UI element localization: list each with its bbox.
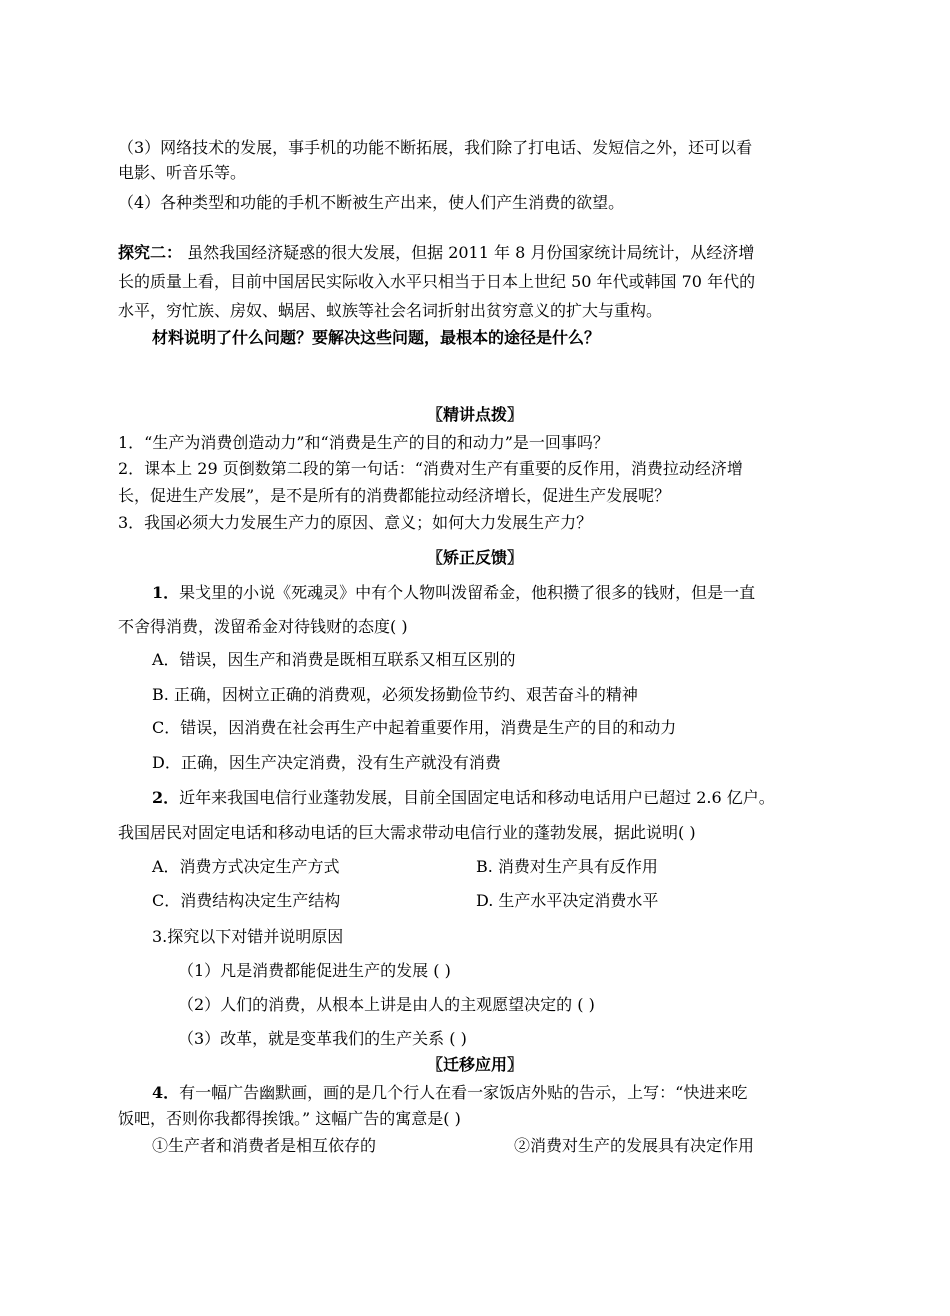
q2-text-1: 近年来我国电信行业蓬勃发展，目前全国固定电话和移动电话用户已超过 2.6 亿户。	[179, 788, 775, 807]
q1-line-1	[152, 581, 755, 605]
qianyi-heading: 〖迁移应用〗	[426, 1055, 523, 1074]
explore2-text-1: 虽然我国经济疑惑的很大发展，但据 2011 年 8 月份国家统计局统计，从经济增	[182, 243, 755, 262]
explore2-line-3: 水平，穷忙族、房奴、蜗居、蚁族等社会名词折射出贫穷意义的扩大与重构。	[118, 301, 663, 320]
jingjiang-item-3: 3．我国必须大力发展生产力的原因、意义；如何大力发展生产力？	[118, 513, 593, 532]
jingjiang-item-1: 1．“生产为消费创造动力”和“消费是生产的目的和动力”是一回事吗？	[118, 433, 609, 452]
jingjiang-item-2-line-2: 长，促进生产发展”，是不是所有的消费都能拉动经济增长，促进生产发展呢？	[118, 486, 671, 505]
explore2-question: 材料说明了什么问题？要解决这些问题，最根本的途径是什么？	[152, 328, 601, 347]
intro-point-3-line-2: 电影、听音乐等。	[118, 163, 247, 182]
q2-option-b: B. 消费对生产具有反作用	[476, 857, 658, 876]
q3-item-1: （1）凡是消费都能促进生产的发展 ( )	[178, 961, 451, 980]
explore2-label: 探究二：	[118, 243, 183, 262]
intro-point-3-line-1: （3）网络技术的发展，事手机的功能不断拓展，我们除了打电话、发短信之外，还可以看	[118, 138, 753, 157]
q4-text-1: 有一幅广告幽默画，画的是几个行人在看一家饭店外贴的告示，上写：“快进来吃	[179, 1083, 748, 1102]
q2-line-2: 我国居民对固定电话和移动电话的巨大需求带动电信行业的蓬勃发展，据此说明( )	[118, 823, 696, 842]
explore2-line-1	[118, 241, 754, 265]
q2-line-1	[152, 786, 775, 810]
q1-option-a: A．错误，因生产和消费是既相互联系又相互区别的	[152, 650, 516, 669]
q2-option-c: C．消费结构决定生产结构	[152, 891, 341, 910]
q1-number: 1．	[152, 583, 180, 602]
q1-option-b: B. 正确，因树立正确的消费观，必须发扬勤俭节约、艰苦奋斗的精神	[152, 685, 638, 704]
jingjiang-item-2-line-1: 2．课本上 29 页倒数第二段的第一句话：“消费对生产有重要的反作用，消费拉动经济增	[118, 459, 743, 478]
q4-line-1	[152, 1081, 747, 1105]
q1-text-1: 果戈里的小说《死魂灵》中有个人物叫泼留希金，他积攒了很多的钱财，但是一直	[179, 583, 756, 602]
q1-option-d: D．正确，因生产决定消费，没有生产就没有消费	[152, 753, 501, 772]
q3-item-3: （3）改革，就是变革我们的生产关系 ( )	[178, 1029, 467, 1048]
explore2-line-2: 长的质量上看，目前中国居民实际收入水平只相当于日本上世纪 50 年代或韩国 70 年代的	[118, 272, 756, 291]
q2-number: 2．	[152, 788, 180, 807]
q1-line-2: 不舍得消费，泼留希金对待钱财的态度( )	[118, 617, 408, 636]
q3-item-2: （2）人们的消费，从根本上讲是由人的主观愿望决定的 ( )	[178, 995, 595, 1014]
jingjiang-heading: 〖精讲点拨〗	[426, 405, 523, 424]
q2-option-d: D. 生产水平决定消费水平	[476, 891, 659, 910]
q4-option-2: ②消费对生产的发展具有决定作用	[514, 1136, 755, 1155]
q4-option-1: ①生产者和消费者是相互依存的	[152, 1136, 377, 1155]
q2-option-a: A．消费方式决定生产方式	[152, 857, 340, 876]
jiaozheng-heading: 〖矫正反馈〗	[426, 548, 523, 567]
q4-number: 4．	[152, 1083, 180, 1102]
q1-option-c: C．错误，因消费在社会再生产中起着重要作用，消费是生产的目的和动力	[152, 718, 677, 737]
q3-title: 3.探究以下对错并说明原因	[152, 927, 344, 946]
intro-point-4: （4）各种类型和功能的手机不断被生产出来，使人们产生消费的欲望。	[118, 193, 625, 212]
q4-line-2: 饭吧，否则你我都得挨饿。” 这幅广告的寓意是( )	[118, 1109, 461, 1128]
